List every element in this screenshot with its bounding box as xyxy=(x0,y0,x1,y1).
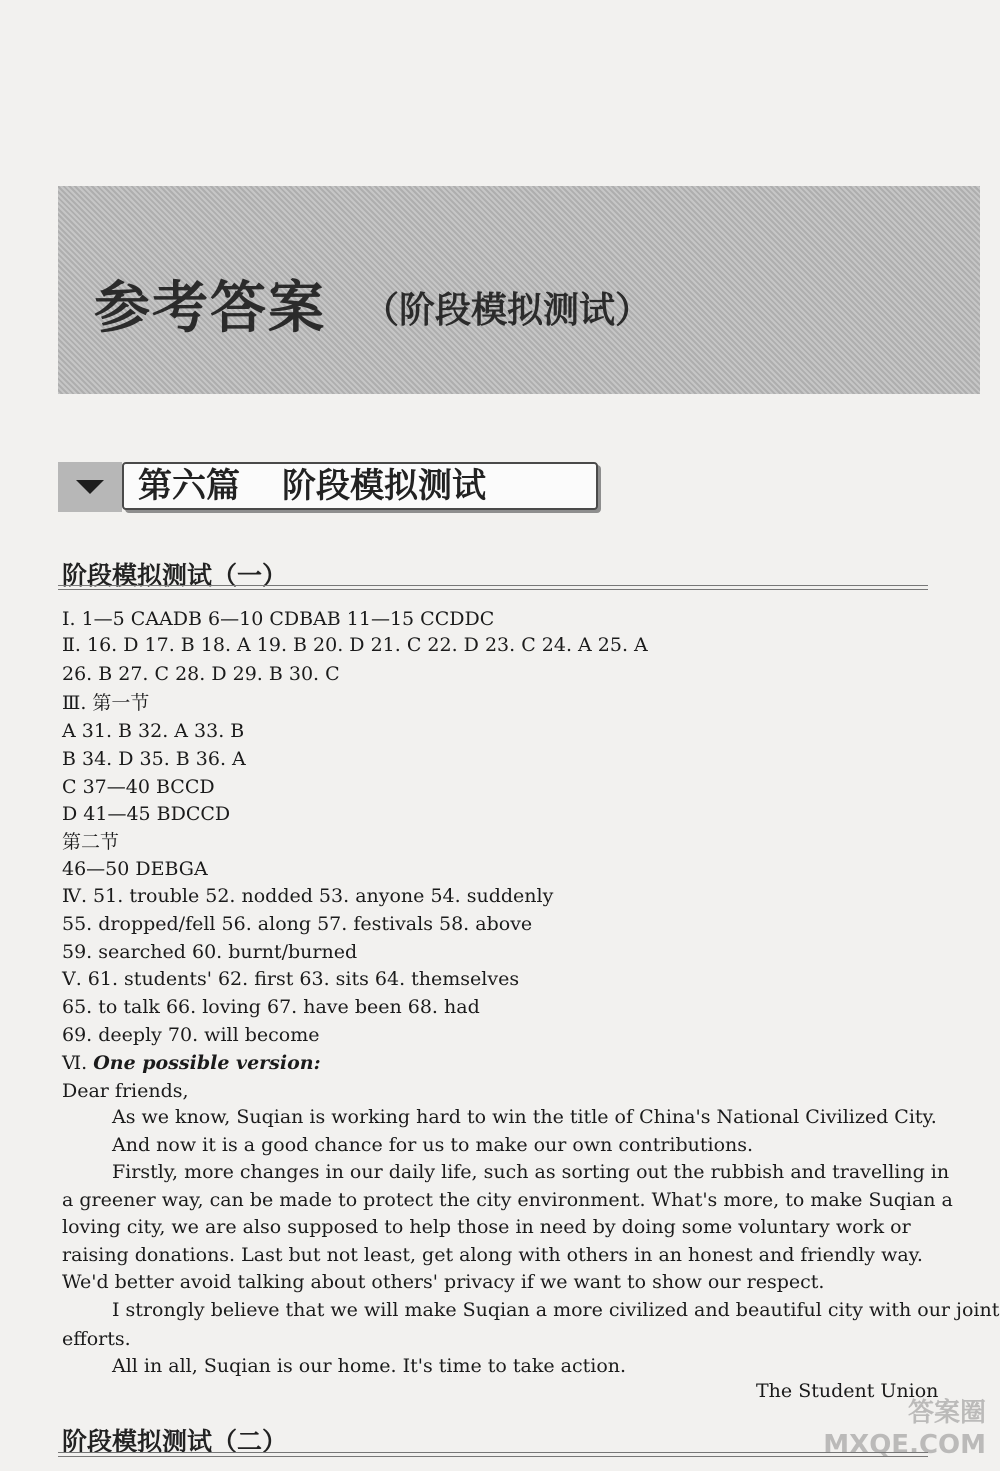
answer-line: 59. searched 60. burnt/burned xyxy=(62,941,358,963)
essay-line: I strongly believe that we will make Suqian a more civilized and beautiful city with our joint xyxy=(112,1299,1000,1321)
watermark-logo: 答案圈 xyxy=(907,1398,986,1428)
answer-line: Ⅲ. 第一节 xyxy=(62,692,150,714)
answer-line: Ⅱ. 16. D 17. B 18. A 19. B 20. D 21. C 22. D 23. C 24. A 25. A xyxy=(62,634,648,656)
answer-line: B 34. D 35. B 36. A xyxy=(62,748,246,770)
section-title-2: 阶段模拟测试（二） xyxy=(62,1427,288,1456)
essay-greeting: Dear friends, xyxy=(62,1080,189,1102)
essay-line: loving city, we are also supposed to help those in need by doing some voluntary work or xyxy=(62,1216,911,1238)
chapter-name: 阶段模拟测试 xyxy=(282,466,486,506)
essay-line: Firstly, more changes in our daily life, such as sorting out the rubbish and travelling in xyxy=(112,1161,950,1183)
essay-line: efforts. xyxy=(62,1328,131,1350)
answer-line: 69. deeply 70. will become xyxy=(62,1024,320,1046)
answer-banner xyxy=(58,186,980,394)
answer-line: 55. dropped/fell 56. along 57. festivals 58. above xyxy=(62,913,533,935)
section-divider xyxy=(58,1452,928,1457)
essay-label: Ⅵ. xyxy=(62,1052,88,1074)
answer-line: C 37—40 BCCD xyxy=(62,776,215,798)
essay-heading xyxy=(62,1052,321,1074)
essay-version: One possible version: xyxy=(93,1052,321,1074)
chapter-part: 第六篇 xyxy=(138,466,240,506)
chapter-title xyxy=(122,462,598,510)
watermark-url: MXQE.COM xyxy=(823,1430,986,1460)
essay-line: And now it is a good chance for us to make our own contributions. xyxy=(112,1134,754,1156)
essay-signature: The Student Union xyxy=(756,1380,939,1402)
watermark xyxy=(823,1397,986,1461)
answer-line: 65. to talk 66. loving 67. have been 68. had xyxy=(62,996,480,1018)
answer-line: D 41—45 BDCCD xyxy=(62,803,231,825)
essay-line: raising donations. Last but not least, get along with others in an honest and friendly way. xyxy=(62,1244,923,1266)
chapter-header xyxy=(58,462,586,512)
essay-line: a greener way, can be made to protect the city environment. What's more, to make Suqian a xyxy=(62,1189,953,1211)
banner-title: 参考答案 xyxy=(94,276,326,341)
answer-line: 26. B 27. C 28. D 29. B 30. C xyxy=(62,663,340,685)
section-title-1: 阶段模拟测试（一） xyxy=(62,561,288,590)
answer-line: A 31. B 32. A 33. B xyxy=(62,720,245,742)
answer-line: Ⅳ. 51. trouble 52. nodded 53. anyone 54. suddenly xyxy=(62,885,554,907)
triangle-down-icon xyxy=(58,462,122,512)
answer-line: Ⅰ. 1—5 CAADB 6—10 CDBAB 11—15 CCDDC xyxy=(62,608,495,630)
answer-line: Ⅴ. 61. students' 62. first 63. sits 64. themselves xyxy=(62,968,520,990)
essay-line: We'd better avoid talking about others' privacy if we want to show our respect. xyxy=(62,1271,825,1293)
section-divider xyxy=(58,585,928,590)
banner-subtitle: （阶段模拟测试） xyxy=(363,290,652,331)
essay-line: As we know, Suqian is working hard to win the title of China's National Civilized City. xyxy=(112,1106,937,1128)
answer-line: 第二节 xyxy=(62,831,120,853)
answer-line: 46—50 DEBGA xyxy=(62,858,208,880)
essay-line: All in all, Suqian is our home. It's time to take action. xyxy=(112,1355,627,1377)
